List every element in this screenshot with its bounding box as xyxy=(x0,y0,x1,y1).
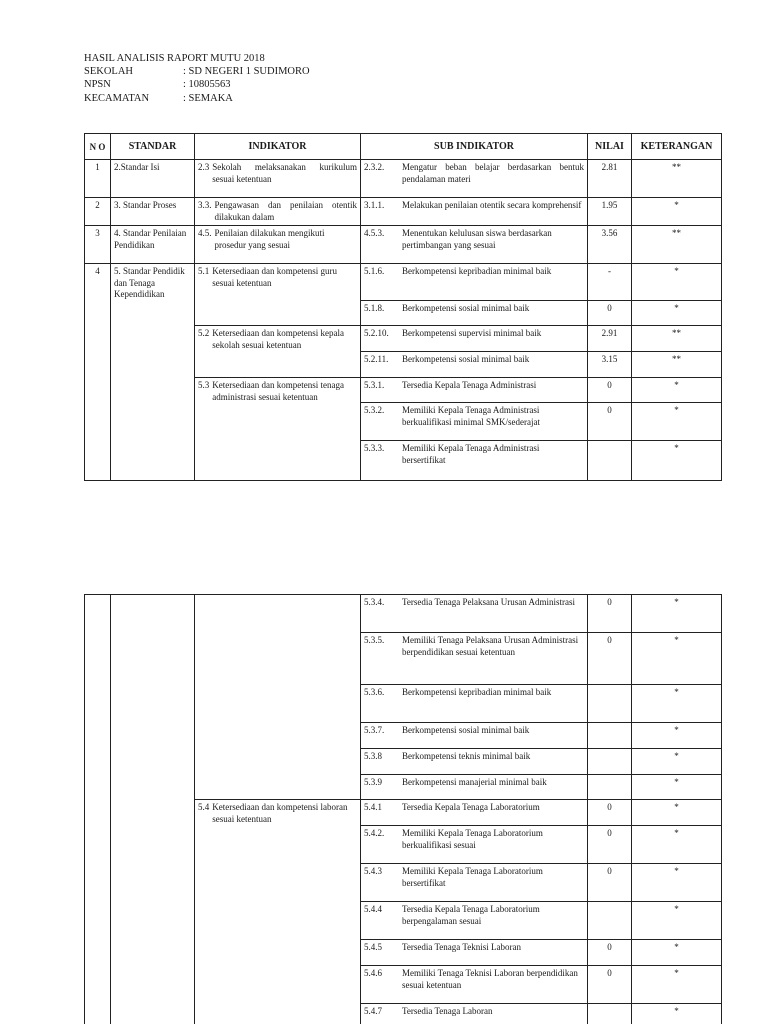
keterangan-value: * xyxy=(632,1004,722,1024)
nilai-value xyxy=(588,685,632,723)
indicator-cell xyxy=(195,378,361,481)
keterangan-value: ** xyxy=(632,326,722,352)
sub-indicator-text: Berkompetensi kepribadian minimal baik xyxy=(402,687,552,697)
sub-indicator-cell xyxy=(361,326,588,352)
sub-indicator-cell xyxy=(361,378,588,403)
indicator-cell xyxy=(195,226,361,264)
sub-indicator-code: 5.2.10. xyxy=(364,328,389,338)
keterangan-value: * xyxy=(632,198,722,226)
standard-name: 2.Standar Isi xyxy=(111,160,195,198)
row-number: 4 xyxy=(85,264,111,481)
table-continuation-viewport xyxy=(0,594,768,1024)
nilai-value: 0 xyxy=(588,595,632,633)
table-row xyxy=(85,264,722,301)
indicator-cell xyxy=(195,160,361,198)
sub-indicator-cell xyxy=(361,940,588,966)
keterangan-value: * xyxy=(632,800,722,826)
sub-indicator-text: Berkompetensi kepribadian minimal baik xyxy=(402,266,552,276)
sub-indicator-code: 5.4.7 xyxy=(364,1006,382,1016)
sub-indicator-text: Memiliki Kepala Tenaga Laboratorium bersertifikat xyxy=(402,866,543,888)
nilai-value xyxy=(588,723,632,749)
sub-indicator-text: Memiliki Kepala Tenaga Laboratorium berkualifikasi sesuai xyxy=(402,828,543,850)
sub-indicator-text: Melakukan penilaian otentik secara komprehensif xyxy=(402,200,582,210)
keterangan-value: * xyxy=(632,403,722,441)
indicator-cell xyxy=(195,800,361,1024)
sub-indicator-text: Berkompetensi sosial minimal baik xyxy=(402,303,530,313)
keterangan-value: * xyxy=(632,723,722,749)
sub-indicator-cell xyxy=(361,352,588,378)
npsn-label: NPSN xyxy=(84,79,111,90)
sub-indicator-code: 5.4.2. xyxy=(364,828,385,838)
indicator-code: 2.3 xyxy=(198,162,210,172)
sub-indicator-code: 2.3.2. xyxy=(364,162,385,172)
report-header xyxy=(84,52,384,112)
row-number-continued xyxy=(85,595,111,1024)
nilai-value: 0 xyxy=(588,800,632,826)
sub-indicator-cell xyxy=(361,633,588,685)
sub-indicator-code: 5.2.11. xyxy=(364,354,389,364)
nilai-value xyxy=(588,775,632,800)
sub-indicator-text: Memiliki Kepala Tenaga Administrasi berkualifikasi minimal SMK/sederajat xyxy=(402,405,540,427)
sub-indicator-code: 5.4.4 xyxy=(364,904,382,914)
sub-indicator-code: 5.4.3 xyxy=(364,866,382,876)
sub-indicator-code: 5.3.3. xyxy=(364,443,385,453)
nilai-value xyxy=(588,1004,632,1024)
header-standar: STANDAR xyxy=(111,134,195,160)
nilai-value: 3.56 xyxy=(588,226,632,264)
sub-indicator-cell xyxy=(361,775,588,800)
nilai-value: 2.91 xyxy=(588,326,632,352)
report-title: HASIL ANALISIS RAPORT MUTU 2018 xyxy=(84,53,265,64)
keterangan-value: * xyxy=(632,633,722,685)
district-value: : SEMAKA xyxy=(183,93,233,104)
sub-indicator-code: 5.4.1 xyxy=(364,802,382,812)
header-no: N O xyxy=(85,134,111,160)
nilai-value: 0 xyxy=(588,864,632,902)
table-row xyxy=(85,198,722,226)
npsn-value: : 10805563 xyxy=(183,79,231,90)
sub-indicator-code: 3.1.1. xyxy=(364,200,385,210)
nilai-value: 3.15 xyxy=(588,352,632,378)
indicator-text: Sekolah melaksanakan kurikulum sesuai ketentuan xyxy=(212,162,357,184)
header-sub-indikator: SUB INDIKATOR xyxy=(361,134,588,160)
sub-indicator-text: Berkompetensi supervisi minimal baik xyxy=(402,328,542,338)
indicator-text: Ketersediaan dan kompetensi kepala sekolah sesuai ketentuan xyxy=(212,328,344,350)
sub-indicator-text: Berkompetensi manajerial minimal baik xyxy=(402,777,547,787)
sub-indicator-code: 5.3.8 xyxy=(364,751,382,761)
keterangan-value: * xyxy=(632,301,722,326)
sub-indicator-code: 4.5.3. xyxy=(364,228,385,238)
nilai-value: 2.81 xyxy=(588,160,632,198)
nilai-value: 0 xyxy=(588,633,632,685)
header-keterangan: KETERANGAN xyxy=(632,134,722,160)
sub-indicator-cell xyxy=(361,1004,588,1024)
keterangan-value: * xyxy=(632,940,722,966)
district-label: KECAMATAN xyxy=(84,93,150,104)
sub-indicator-text: Berkompetensi sosial minimal baik xyxy=(402,725,530,735)
sub-indicator-code: 5.1.8. xyxy=(364,303,385,313)
sub-indicator-code: 5.3.5. xyxy=(364,635,385,645)
table-row xyxy=(85,160,722,198)
nilai-value xyxy=(588,441,632,481)
indicator-text: Ketersediaan dan kompetensi laboran sesuai ketentuan xyxy=(212,802,348,824)
indicator-code: 4.5. xyxy=(198,228,212,238)
sub-indicator-cell xyxy=(361,826,588,864)
sub-indicator-code: 5.3.7. xyxy=(364,725,385,735)
sub-indicator-cell xyxy=(361,264,588,301)
keterangan-value: ** xyxy=(632,226,722,264)
indicator-text: Pengawasan dan penilaian otentik dilakukan dalam xyxy=(214,200,357,222)
school-value: : SD NEGERI 1 SUDIMORO xyxy=(183,66,310,77)
table-row xyxy=(85,226,722,264)
keterangan-value: * xyxy=(632,966,722,1004)
sub-indicator-cell xyxy=(361,864,588,902)
sub-indicator-code: 5.4.5 xyxy=(364,942,382,952)
sub-indicator-cell xyxy=(361,723,588,749)
indicator-cell xyxy=(195,326,361,378)
row-number: 3 xyxy=(85,226,111,264)
sub-indicator-text: Memiliki Kepala Tenaga Administrasi bersertifikat xyxy=(402,443,540,465)
sub-indicator-cell xyxy=(361,800,588,826)
indicator-code: 5.2 xyxy=(198,328,210,338)
sub-indicator-cell xyxy=(361,403,588,441)
sub-indicator-code: 5.1.6. xyxy=(364,266,385,276)
sub-indicator-text: Memiliki Tenaga Pelaksana Urusan Administrasi berpendidikan sesuai ketentuan xyxy=(402,635,579,657)
sub-indicator-code: 5.3.6. xyxy=(364,687,385,697)
sub-indicator-cell xyxy=(361,595,588,633)
indicator-cell-continued xyxy=(195,595,361,800)
keterangan-value: * xyxy=(632,775,722,800)
keterangan-value: * xyxy=(632,441,722,481)
sub-indicator-code: 5.4.6 xyxy=(364,968,382,978)
keterangan-value: * xyxy=(632,264,722,301)
standard-name: 3. Standar Proses xyxy=(111,198,195,226)
standard-name-continued xyxy=(111,595,195,1024)
nilai-value: 0 xyxy=(588,301,632,326)
indicator-code: 3.3. xyxy=(198,200,212,210)
standard-name: 5. Standar Pendidik dan Tenaga Kependidikan xyxy=(111,264,195,481)
indicator-code: 5.4 xyxy=(198,802,210,812)
sub-indicator-code: 5.3.9 xyxy=(364,777,382,787)
sub-indicator-text: Mengatur beban belajar berdasarkan bentuk pendalaman materi xyxy=(402,162,584,184)
nilai-value: - xyxy=(588,264,632,301)
keterangan-value: * xyxy=(632,902,722,940)
keterangan-value: * xyxy=(632,685,722,723)
report-table-part2 xyxy=(84,594,722,1024)
sub-indicator-code: 5.3.1. xyxy=(364,380,385,390)
sub-indicator-text: Tersedia Kepala Tenaga Laboratorium berpengalaman sesuai xyxy=(402,904,540,926)
nilai-value: 0 xyxy=(588,940,632,966)
indicator-cell xyxy=(195,198,361,226)
sub-indicator-text: Berkompetensi sosial minimal baik xyxy=(402,354,530,364)
keterangan-value: ** xyxy=(632,160,722,198)
sub-indicator-text: Memiliki Tenaga Teknisi Laboran berpendidikan sesuai ketentuan xyxy=(402,968,578,990)
nilai-value: 1.95 xyxy=(588,198,632,226)
header-indikator: INDIKATOR xyxy=(195,134,361,160)
nilai-value: 0 xyxy=(588,378,632,403)
row-number: 1 xyxy=(85,160,111,198)
sub-indicator-text: Tersedia Tenaga Teknisi Laboran xyxy=(402,942,521,952)
table-row xyxy=(85,595,722,633)
sub-indicator-cell xyxy=(361,749,588,775)
nilai-value: 0 xyxy=(588,826,632,864)
indicator-cell xyxy=(195,264,361,326)
indicator-text: Ketersediaan dan kompetensi guru sesuai ketentuan xyxy=(212,266,337,288)
standard-name: 4. Standar Penilaian Pendidikan xyxy=(111,226,195,264)
sub-indicator-cell xyxy=(361,301,588,326)
report-table-part1 xyxy=(84,133,722,481)
sub-indicator-text: Berkompetensi teknis minimal baik xyxy=(402,751,531,761)
indicator-text: Ketersediaan dan kompetensi tenaga administrasi sesuai ketentuan xyxy=(212,380,344,402)
sub-indicator-text: Tersedia Tenaga Laboran xyxy=(402,1006,493,1016)
row-number: 2 xyxy=(85,198,111,226)
sub-indicator-code: 5.3.4. xyxy=(364,597,385,607)
nilai-value: 0 xyxy=(588,403,632,441)
sub-indicator-text: Tersedia Kepala Tenaga Administrasi xyxy=(402,380,537,390)
nilai-value xyxy=(588,902,632,940)
sub-indicator-cell xyxy=(361,226,588,264)
keterangan-value: * xyxy=(632,378,722,403)
sub-indicator-text: Tersedia Kepala Tenaga Laboratorium xyxy=(402,802,540,812)
header-nilai: NILAI xyxy=(588,134,632,160)
nilai-value: 0 xyxy=(588,966,632,1004)
sub-indicator-cell xyxy=(361,685,588,723)
sub-indicator-cell xyxy=(361,160,588,198)
indicator-code: 5.3 xyxy=(198,380,210,390)
school-label: SEKOLAH xyxy=(84,66,133,77)
indicator-text: Penilaian dilakukan mengikuti prosedur yang sesuai xyxy=(214,228,325,250)
table-header-row xyxy=(85,134,722,160)
nilai-value xyxy=(588,749,632,775)
sub-indicator-cell xyxy=(361,966,588,1004)
keterangan-value: ** xyxy=(632,352,722,378)
sub-indicator-text: Menentukan kelulusan siswa berdasarkan pertimbangan yang sesuai xyxy=(402,228,552,250)
sub-indicator-cell xyxy=(361,902,588,940)
indicator-code: 5.1 xyxy=(198,266,210,276)
keterangan-value: * xyxy=(632,826,722,864)
keterangan-value: * xyxy=(632,595,722,633)
sub-indicator-cell xyxy=(361,198,588,226)
keterangan-value: * xyxy=(632,749,722,775)
keterangan-value: * xyxy=(632,864,722,902)
sub-indicator-cell xyxy=(361,441,588,481)
sub-indicator-code: 5.3.2. xyxy=(364,405,385,415)
sub-indicator-text: Tersedia Tenaga Pelaksana Urusan Administrasi xyxy=(402,597,576,607)
